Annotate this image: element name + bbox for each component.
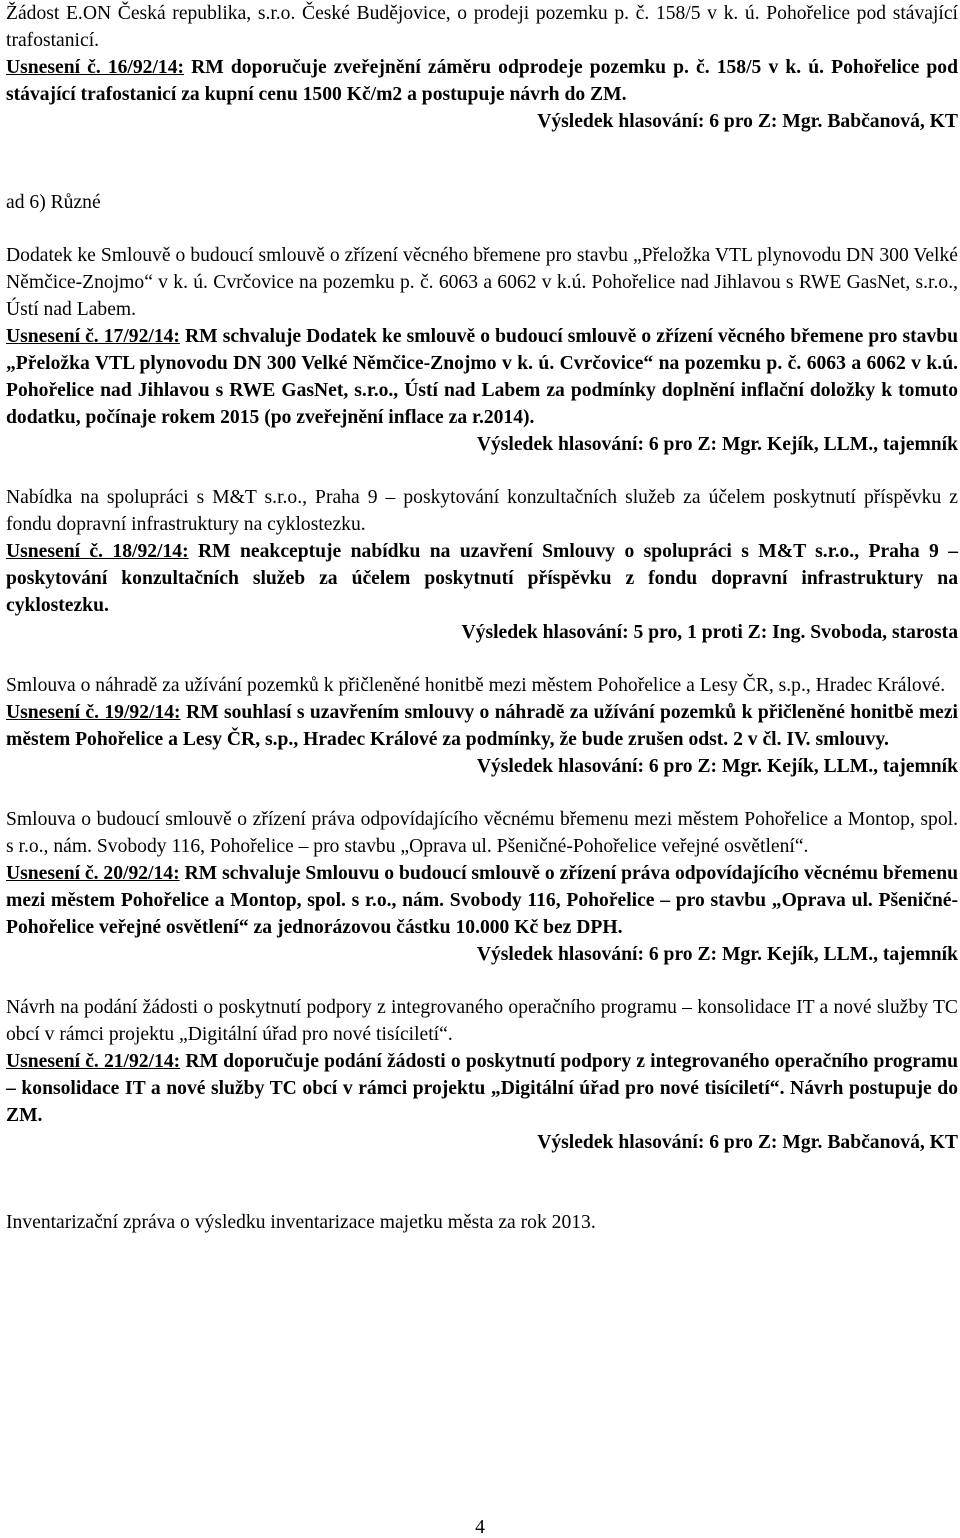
resolution-label: Usnesení č. 21/92/14: xyxy=(6,1051,181,1072)
resolution xyxy=(6,538,958,619)
vote-result: Výsledek hlasování: 6 pro Z: Mgr. Babčanová, KT xyxy=(537,1132,958,1153)
vote-result: Výsledek hlasování: 6 pro Z: Mgr. Kejík, LLM., tajemník xyxy=(476,756,958,777)
resolution xyxy=(6,323,958,431)
vote-result: Výsledek hlasování: 6 pro Z: Mgr. Kejík, LLM., tajemník xyxy=(476,434,958,455)
resolution-text: RM schvaluje Dodatek ke smlouvě o budoucí smlouvě o zřízení věcného břemene pro stavbu „Přeložka VTL plynovodu DN 300 Velké Němčice-Znojmo v k. ú. Cvrčovice“ na pozemku p. č. 6063 a 6062 v k.ú. Pohořelice nad Jihlavou s RWE GasNet, s.r.o., Ústí nad Labem za podmínky doplnění inflační doložky k tomuto dodatku, počínaje rokem 2015 (po zveřejnění inflace za r.2014). xyxy=(6,326,958,428)
resolution-label: Usnesení č. 18/92/14: xyxy=(6,541,189,562)
resolution xyxy=(6,699,958,753)
document-page xyxy=(6,0,958,1236)
resolution-text: RM schvaluje Smlouvu o budoucí smlouvě o zřízení práva odpovídajícího věcnému břemenu mezi městem Pohořelice a Montop, spol. s r.o., nám. Svobody 116, Pohořelice – pro stavbu „Oprava ul. Pšeničné-Pohořelice veřejné osvětlení“ za jednorázovou částku 10.000 Kč bez DPH. xyxy=(6,863,958,938)
resolution xyxy=(6,1048,958,1129)
vote-result: Výsledek hlasování: 6 pro Z: Mgr. Babčanová, KT xyxy=(537,111,958,132)
page-number: 4 xyxy=(475,1517,485,1538)
resolution xyxy=(6,860,958,941)
resolution-label: Usnesení č. 19/92/14: xyxy=(6,702,181,723)
resolution-label: Usnesení č. 20/92/14: xyxy=(6,863,180,884)
resolution-text: RM doporučuje zveřejnění záměru odprodeje pozemku p. č. 158/5 v k. ú. Pohořelice pod stávající trafostanicí za kupní cenu 1500 Kč/m2 a postupuje návrh do ZM. xyxy=(6,57,958,105)
resolution-label: Usnesení č. 17/92/14: xyxy=(6,326,180,347)
item-description: Smlouva o náhradě za užívání pozemků k přičleněné honitbě mezi městem Pohořelice a Lesy ČR, s.p., Hradec Králové. xyxy=(6,675,946,696)
resolution-label: Usnesení č. 16/92/14: xyxy=(6,57,185,78)
section-heading: ad 6) Různé xyxy=(6,192,101,213)
vote-result: Výsledek hlasování: 6 pro Z: Mgr. Kejík, LLM., tajemník xyxy=(476,944,958,965)
item-description: Žádost E.ON Česká republika, s.r.o. České Budějovice, o prodeji pozemku p. č. 158/5 v k. ú. Pohořelice pod stávající trafostanicí. xyxy=(6,3,958,51)
item-description: Návrh na podání žádosti o poskytnutí podpory z integrovaného operačního programu – konsolidace IT a nové služby TC obcí v rámci projektu „Digitální úřad pro nové tisíciletí“. xyxy=(6,997,958,1045)
item-description: Nabídka na spolupráci s M&T s.r.o., Praha 9 – poskytování konzultačních služeb za účelem poskytnutí příspěvku z fondu dopravní infrastruktury na cyklostezku. xyxy=(6,487,958,535)
resolution xyxy=(6,54,958,108)
item-description: Dodatek ke Smlouvě o budoucí smlouvě o zřízení věcného břemene pro stavbu „Přeložka VTL plynovodu DN 300 Velké Němčice-Znojmo“ v k. ú. Cvrčovice na pozemku p. č. 6063 a 6062 v k.ú. Pohořelice nad Jihlavou s RWE GasNet, s.r.o., Ústí nad Labem. xyxy=(6,245,958,320)
vote-result: Výsledek hlasování: 5 pro, 1 proti Z: Ing. Svoboda, starosta xyxy=(461,622,958,643)
item-description: Inventarizační zpráva o výsledku inventarizace majetku města za rok 2013. xyxy=(6,1212,596,1233)
resolution-text: RM souhlasí s uzavřením smlouvy o náhradě za užívání pozemků k přičleněné honitbě mezi městem Pohořelice a Lesy ČR, s.p., Hradec Králové za podmínky, že bude zrušen odst. 2 v čl. IV. smlouvy. xyxy=(6,702,958,750)
item-description: Smlouva o budoucí smlouvě o zřízení práva odpovídajícího věcnému břemenu mezi městem Pohořelice a Montop, spol. s r.o., nám. Svobody 116, Pohořelice – pro stavbu „Oprava ul. Pšeničné-Pohořelice veřejné osvětlení“. xyxy=(6,809,958,857)
resolution-text: RM neakceptuje nabídku na uzavření Smlouvy o spolupráci s M&T s.r.o., Praha 9 – poskytování konzultačních služeb za účelem poskytnutí příspěvku z fondu dopravní infrastruktury na cyklostezku. xyxy=(6,541,959,616)
resolution-text: RM doporučuje podání žádosti o poskytnutí podpory z integrovaného operačního programu – konsolidace IT a nové služby TC obcí v rámci projektu „Digitální úřad pro nové tisíciletí“. Návrh postupuje do ZM. xyxy=(6,1051,958,1126)
